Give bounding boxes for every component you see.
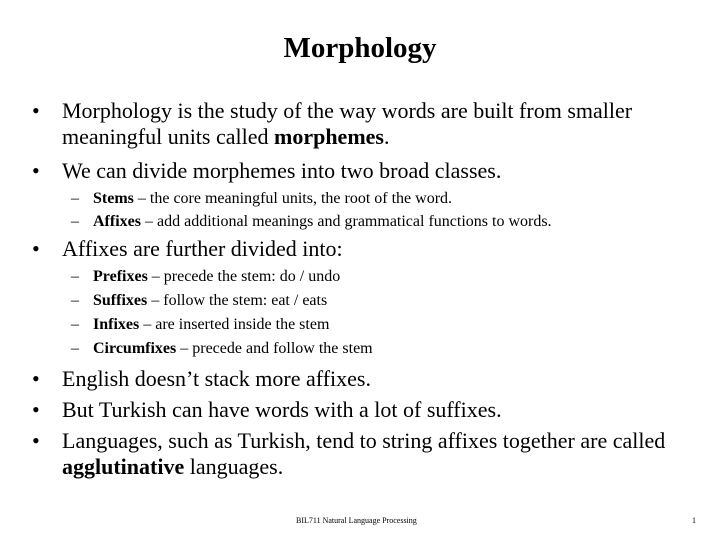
bullet-mark: • [32, 428, 40, 453]
bullet-mark: • [32, 397, 40, 422]
term-circumfixes: Circumfixes [93, 340, 177, 357]
bullet-text: We can divide morphemes into two broad classes. [62, 158, 502, 183]
sub-item-rest: – add additional meanings and grammatical functions to words. [140, 213, 552, 230]
sub-item-text [93, 315, 653, 335]
sub-item-text [93, 189, 653, 209]
dash-mark: – [71, 340, 79, 357]
sub-item-text [93, 339, 653, 359]
term-prefixes: Prefixes [93, 268, 148, 285]
bullet-text: English doesn’t stack more affixes. [62, 366, 371, 391]
bullet-mark: • [32, 98, 40, 123]
sub-item-rest: – are inserted inside the stem [139, 316, 330, 333]
sub-item-text [93, 267, 653, 287]
dash-mark: – [71, 316, 79, 333]
term-infixes: Infixes [93, 316, 140, 333]
sub-item-rest: – precede and follow the stem [176, 340, 373, 357]
bullet-text: But Turkish can have words with a lot of suffixes. [62, 397, 502, 422]
bullet-text [62, 428, 702, 480]
sub-item-rest: – the core meaningful units, the root of the word. [133, 190, 453, 207]
sub-item-text [93, 212, 653, 232]
term-affixes: Affixes [93, 213, 141, 230]
term-morphemes: morphemes [274, 124, 384, 149]
term-suffixes: Suffixes [93, 292, 148, 309]
dash-mark: – [71, 190, 79, 207]
footer-page-number: 1 [692, 516, 696, 525]
sub-item-rest: – follow the stem: eat / eats [147, 292, 328, 309]
dash-mark: – [71, 268, 79, 285]
bullet-text-main: Morphology is the study of the way words are built from smaller meaningful units called [62, 98, 633, 149]
dash-mark: – [71, 213, 79, 230]
bullet-mark: • [32, 236, 40, 261]
bullet-text: Affixes are further divided into: [62, 236, 343, 261]
bullet-text-tail: languages. [184, 454, 284, 479]
dash-mark: – [71, 292, 79, 309]
sub-item-text [93, 291, 653, 311]
bullet-mark: • [32, 366, 40, 391]
bullet-text [62, 98, 702, 150]
bullet-mark: • [32, 158, 40, 183]
term-stems: Stems [93, 190, 134, 207]
bullet-text-main: Languages, such as Turkish, tend to string affixes together are called [62, 428, 666, 453]
sub-item-rest: – precede the stem: do / undo [147, 268, 341, 285]
slide-title: Morphology [283, 32, 437, 64]
bullet-text-tail: . [383, 124, 390, 149]
footer-course: BIL711 Natural Language Processing [296, 516, 417, 525]
term-agglutinative: agglutinative [62, 454, 185, 479]
